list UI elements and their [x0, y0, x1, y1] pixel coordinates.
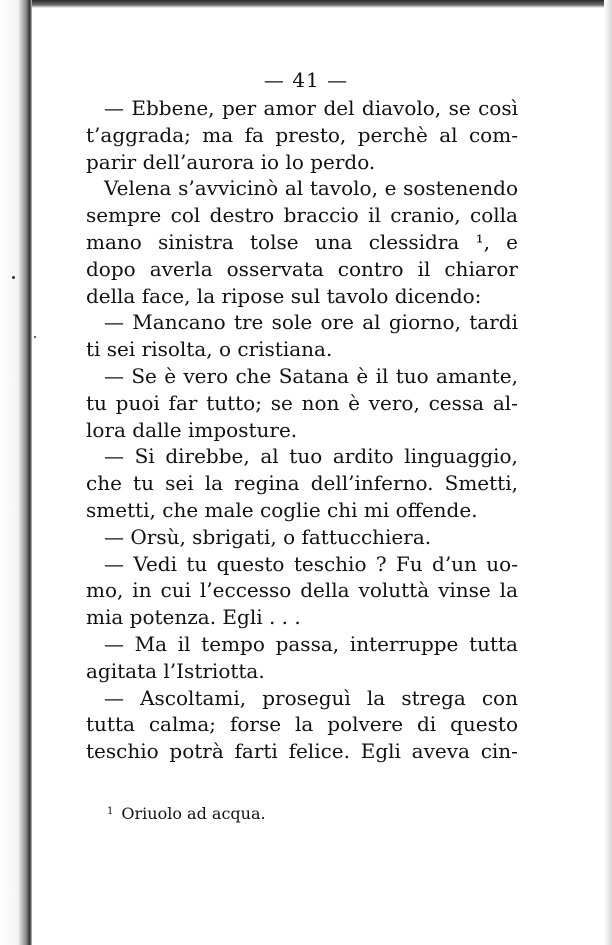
word: presto, — [275, 122, 347, 147]
word: Smetti, — [444, 471, 518, 496]
line-text: mia potenza. Egli . . . — [86, 605, 301, 630]
word: Satana — [278, 363, 350, 388]
text-line — [86, 604, 518, 631]
word: chiaror — [444, 256, 518, 281]
text-line — [86, 685, 518, 712]
word: tutto; — [206, 390, 262, 415]
word: la — [295, 712, 314, 737]
line-text: parir dell’aurora io lo perdo. — [86, 149, 376, 174]
word: dell’inferno. — [310, 471, 434, 496]
word: — — [104, 685, 124, 710]
word: t’aggrada; — [86, 122, 191, 147]
word: destro — [209, 203, 275, 228]
text-line — [86, 497, 518, 524]
word: tuo — [289, 444, 323, 469]
word: colla — [470, 203, 518, 228]
word: del — [323, 96, 355, 120]
word: in — [132, 578, 152, 603]
footnote-text: Oriuolo ad acqua. — [121, 804, 266, 823]
page-number: — 41 — — [263, 68, 349, 92]
word: ? — [375, 551, 387, 576]
word: cessa — [428, 390, 485, 415]
text-line — [86, 390, 518, 417]
text-line — [86, 95, 518, 122]
word: cui — [160, 578, 191, 603]
word: polvere — [327, 712, 404, 737]
word: sempre — [86, 203, 162, 228]
word: che — [86, 471, 122, 496]
word: cranio, — [390, 203, 461, 228]
word: strega — [401, 685, 466, 710]
word: se — [448, 96, 471, 120]
page-top-edge — [0, 0, 612, 8]
text-line — [86, 524, 518, 551]
word: vero, — [368, 390, 420, 415]
word: direbbe, — [165, 444, 250, 469]
word: il — [177, 631, 191, 656]
word: aveva — [411, 739, 470, 764]
word: è — [356, 363, 369, 388]
word: così — [478, 96, 518, 120]
word: ardito — [332, 444, 394, 469]
word: l’eccesso — [199, 578, 292, 603]
word: al — [439, 122, 458, 147]
word: forse — [229, 712, 282, 737]
word: al- — [492, 390, 518, 415]
word: tardi — [469, 310, 518, 335]
text-line — [86, 443, 518, 470]
word: amante, — [436, 363, 518, 388]
word: al — [260, 444, 279, 469]
word: la — [366, 685, 386, 710]
word: tu — [186, 551, 208, 576]
word: mano — [86, 229, 142, 254]
word: tu — [86, 390, 107, 415]
word: Ma — [134, 631, 168, 656]
word: ma — [202, 122, 234, 147]
word: fa — [244, 122, 264, 147]
word: interruppe — [349, 631, 459, 656]
page-right-edge — [604, 0, 612, 945]
word: al — [284, 176, 304, 201]
word: Mancano — [132, 310, 226, 335]
word: vinse — [438, 578, 491, 603]
word: clessidra — [368, 229, 460, 254]
text-line — [86, 658, 518, 685]
word: il — [375, 363, 389, 388]
word: farti — [234, 739, 278, 764]
word: con — [481, 685, 518, 710]
word: questo — [450, 712, 518, 737]
line-text: lora dalle imposture. — [86, 417, 298, 442]
word: ore — [320, 310, 354, 335]
word: — — [104, 551, 124, 576]
word: sinistra — [158, 229, 234, 254]
text-line — [86, 470, 518, 497]
word: per — [221, 96, 257, 120]
line-text: — Orsù, sbrigati, o fattucchiera. — [104, 524, 432, 549]
word: la — [499, 578, 518, 603]
word: proseguì — [262, 685, 351, 710]
footnote-marker: 1 — [107, 806, 114, 817]
word: giorno, — [388, 310, 461, 335]
word: sole — [271, 310, 313, 335]
word: — — [104, 363, 124, 388]
word: tutta — [86, 712, 135, 737]
word: amor — [263, 96, 317, 120]
word: cin- — [480, 739, 518, 764]
word: far — [168, 390, 198, 415]
text-line — [86, 551, 518, 578]
word: Fu — [395, 551, 423, 576]
word: com- — [468, 122, 518, 147]
book-spine-shadow — [0, 0, 32, 945]
word: il — [417, 256, 431, 281]
word: questo — [216, 551, 285, 576]
word: voluttà — [358, 578, 430, 603]
word: tolse — [249, 229, 299, 254]
body-text — [86, 95, 518, 765]
word: di — [416, 712, 437, 737]
word: d’un — [432, 551, 477, 576]
text-line — [86, 631, 518, 658]
text-line — [86, 336, 518, 363]
line-text: smetti, che male coglie chi mi offende. — [86, 497, 478, 522]
word: vero — [183, 363, 229, 388]
word: il — [368, 203, 381, 228]
word: Se — [131, 363, 157, 388]
word: sostenendo — [403, 176, 518, 201]
text-line — [86, 149, 518, 176]
word: braccio — [283, 203, 359, 228]
word: Ascoltami, — [140, 685, 247, 710]
word: teschio — [293, 551, 367, 576]
word: perchè — [357, 122, 428, 147]
line-text: ti sei risolta, o cristiana. — [86, 337, 333, 362]
word: mo, — [86, 578, 124, 603]
word: linguaggio, — [404, 444, 518, 469]
text-line — [86, 229, 518, 256]
word: tavolo, — [309, 176, 378, 201]
word: potrà — [169, 739, 224, 764]
print-speck — [34, 336, 36, 338]
text-line — [86, 175, 518, 202]
word: e — [384, 176, 397, 201]
text-line — [86, 122, 518, 149]
text-line — [86, 577, 518, 604]
word: uo- — [486, 551, 518, 576]
word: tuo — [395, 363, 429, 388]
word: ¹, — [475, 229, 490, 254]
word: non — [301, 390, 340, 415]
word: regina — [234, 471, 300, 496]
word: che — [235, 363, 272, 388]
word: Velena — [104, 176, 172, 201]
word: Vedi — [133, 551, 177, 576]
word: se — [270, 390, 293, 415]
word: averla — [149, 256, 213, 281]
word: teschio — [86, 739, 159, 764]
word: tutta — [469, 631, 518, 656]
word: tu — [133, 471, 154, 496]
word: al — [362, 310, 381, 335]
text-line — [86, 738, 518, 765]
print-speck — [12, 276, 15, 279]
word: col — [170, 203, 201, 228]
word: contro — [337, 256, 404, 281]
word: felice. — [288, 739, 350, 764]
word: tempo — [201, 631, 265, 656]
text-line — [86, 256, 518, 283]
word: sei — [165, 471, 194, 496]
word: calma; — [148, 712, 217, 737]
word: — — [104, 631, 124, 656]
word: la — [204, 471, 224, 496]
text-line — [86, 202, 518, 229]
word: — — [104, 444, 124, 469]
text-line — [86, 417, 518, 444]
word: osservata — [226, 256, 324, 281]
word: e — [506, 229, 518, 254]
word: Egli — [360, 739, 401, 764]
word: puoi — [115, 390, 160, 415]
text-line — [86, 363, 518, 390]
word: una — [314, 229, 353, 254]
word: passa, — [275, 631, 340, 656]
word: — — [104, 96, 124, 120]
text-line — [86, 711, 518, 738]
word: tre — [233, 310, 264, 335]
word: diavolo, — [361, 96, 442, 120]
word: s’avvicinò — [178, 176, 279, 201]
word: — — [104, 310, 124, 335]
word: Si — [134, 444, 155, 469]
text-line — [86, 309, 518, 336]
line-text: della face, la ripose sul tavolo dicendo: — [86, 283, 482, 308]
word: è — [348, 390, 360, 415]
footnote — [107, 804, 266, 823]
word: è — [164, 363, 177, 388]
text-line — [86, 283, 518, 310]
word: della — [300, 578, 350, 603]
word: dopo — [86, 256, 136, 281]
word: Ebbene, — [131, 96, 215, 120]
line-text: agitata l’Istriotta. — [86, 658, 265, 683]
